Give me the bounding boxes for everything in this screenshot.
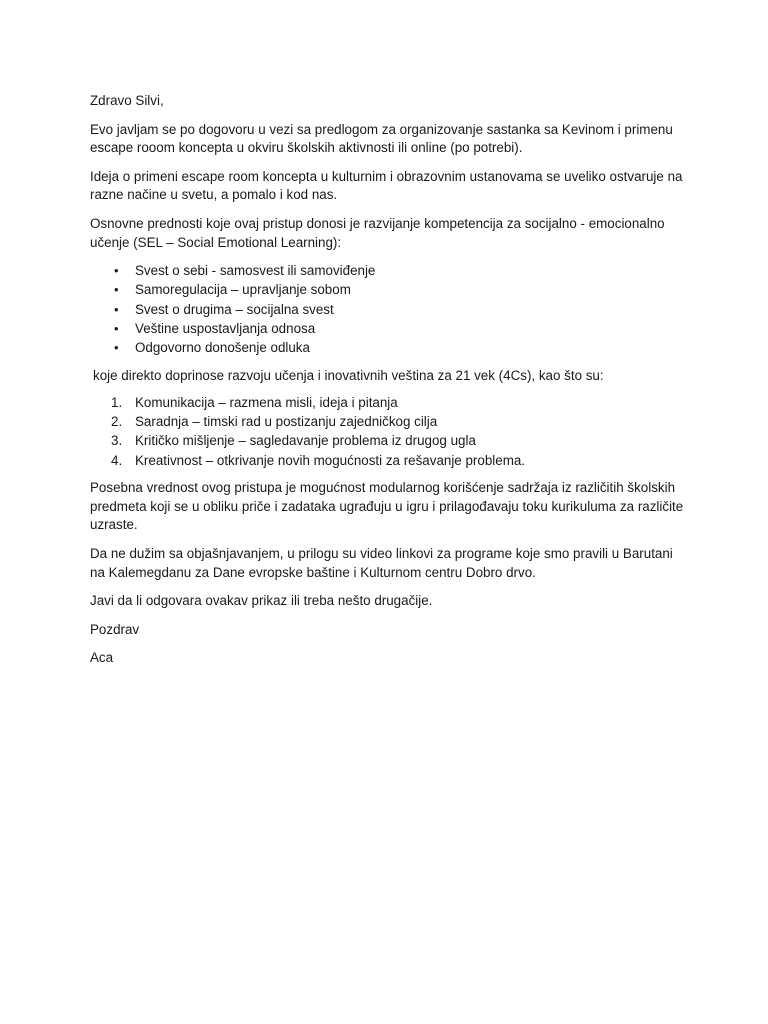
list-item-text: Saradnja – timski rad u postizanju zajedničkog cilja: [135, 414, 438, 430]
list-item: [90, 301, 688, 320]
list-number: 2.: [111, 414, 123, 430]
list-item: [90, 339, 688, 358]
paragraph-advantages: Osnovne prednosti koje ovaj pristup donosi je razvijanje kompetencija za socijalno - emocionalno učenje (SEL – Social Emotional Learning):: [90, 215, 665, 250]
list-item-text: Svest o sebi - samosvest ili samoviđenje: [135, 263, 376, 279]
list-item: [90, 413, 688, 432]
bullet-marker: •: [114, 301, 119, 317]
list-item: [90, 262, 688, 281]
list-item: [90, 394, 688, 413]
list-item-text: Samoregulacija – upravljanje sobom: [135, 282, 351, 298]
bullet-marker: •: [114, 282, 119, 298]
list-item-text: Svest o drugima – socijalna svest: [135, 301, 334, 317]
list-item-text: Kritičko mišljenje – sagledavanje problema iz drugog ugla: [135, 433, 476, 449]
list-item-text: Odgovorno donošenje odluka: [135, 339, 310, 355]
list-item: [90, 320, 688, 339]
paragraph-idea: Ideja o primeni escape room koncepta u kulturnim i obrazovnim ustanovama se uveliko ostvaruje na razne načine u svetu, a pomalo i kod nas.: [90, 168, 683, 203]
list-item: [90, 452, 688, 471]
list-item: [90, 432, 688, 451]
list-number: 4.: [111, 452, 123, 468]
list-item-text: Komunikacija – razmena misli, ideja i pitanja: [135, 395, 398, 411]
skills-list: [90, 394, 688, 470]
paragraph-links: Da ne dužim sa objašnjavanjem, u prilogu su video linkovi za programe koje smo pravili u Barutani na Kalemegdanu za Dane evropske baštine i Kulturnom centru Dobro drvo.: [90, 546, 673, 580]
list-number: 1.: [111, 395, 123, 411]
paragraph-value: Posebna vrednost ovog pristupa je mogućnost modularnog korišćenje sadržaja iz različitih školskih predmeta koji se u obliku priče i zadataka ugrađuju u igru i prilagođavaju toku kurikuluma za različite uzraste.: [90, 480, 684, 533]
paragraph-intro: Evo javljam se po dogovoru u vezi sa predlogom za organizovanje sastanka sa Kevinom i primenu escape rooom koncepta u okviru školskih aktivnosti ili online (po potrebi).: [90, 121, 673, 156]
list-item-text: Kreativnost – otkrivanje novih mogućnosti za rešavanje problema.: [135, 452, 526, 468]
list-number: 3.: [111, 433, 123, 449]
bullet-marker: •: [114, 263, 119, 279]
greeting: Zdravo Silvi,: [90, 93, 164, 108]
list-item: [90, 281, 688, 300]
sel-list: [90, 262, 688, 357]
paragraph-feedback: Javi da li odgovara ovakav prikaz ili treba nešto drugačije.: [90, 593, 433, 609]
closing: Pozdrav: [90, 621, 140, 637]
signature: Aca: [90, 650, 114, 666]
bullet-marker: •: [114, 339, 119, 355]
bullet-marker: •: [114, 320, 119, 336]
paragraph-4cs-intro: koje direkto doprinose razvoju učenja i inovativnih veština za 21 vek (4Cs), kao što su:: [93, 367, 604, 383]
list-item-text: Veštine uspostavljanja odnosa: [135, 320, 316, 336]
